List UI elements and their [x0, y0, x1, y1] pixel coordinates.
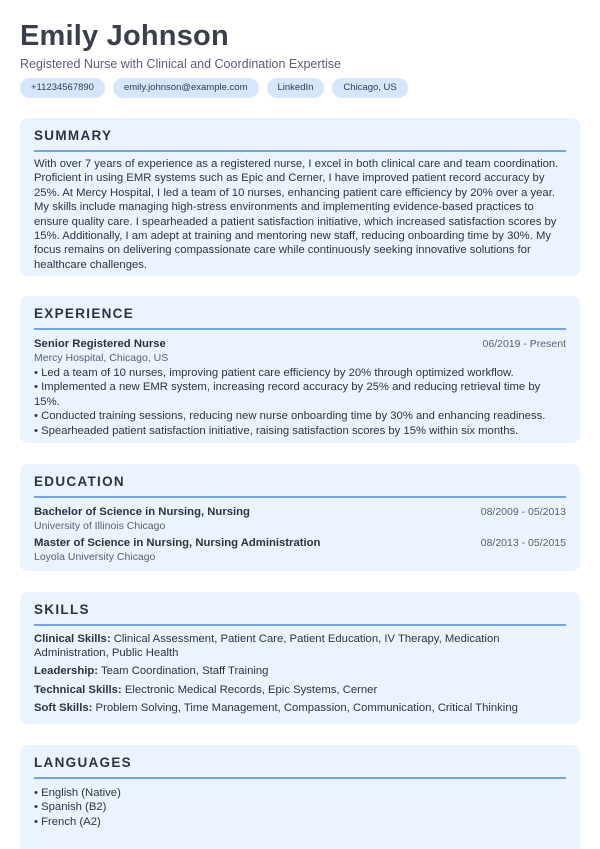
section-title: EXPERIENCE	[34, 296, 566, 330]
list-item: • French (A2)	[34, 815, 566, 829]
job-role: Senior Registered Nurse	[34, 338, 166, 350]
skill-label: Leadership:	[34, 665, 99, 678]
linkedin-pill[interactable]: LinkedIn	[267, 78, 325, 98]
education-entry	[34, 536, 566, 564]
languages-section	[20, 745, 580, 849]
section-divider	[34, 150, 566, 152]
contact-bar	[20, 78, 408, 98]
location-pill: Chicago, US	[332, 78, 407, 98]
skill-line	[34, 701, 566, 715]
section-title: LANGUAGES	[34, 745, 566, 779]
skill-value: Clinical Assessment, Patient Care, Patient Education, IV Therapy, Medication Administration, Public Health	[34, 633, 500, 660]
phone-pill[interactable]: +11234567890	[20, 78, 105, 98]
summary-text: With over 7 years of experience as a registered nurse, I excel in both clinical care and team coordination. Proficient in using EMR systems such as Epic and Cerner, I have improved patient record accuracy by 25%. At Mercy Hospital, I led a team of 10 nurses, enhancing patient care efficiency by 20% over a year. My skills include managing high-stress environments and implementing evidence-based practices to ensure quality care. I spearheaded a patient satisfaction initiative, which increased satisfaction scores by 15%. Additionally, I am adept at training and mentoring new staff, reducing onboarding time by 30%. My focus remains on delivering compassionate care while continuously seeking innovative solutions for healthcare challenges.	[34, 158, 559, 271]
section-title: SUMMARY	[34, 128, 113, 143]
section-title: EDUCATION	[34, 464, 566, 498]
list-item: • Implemented a new EMR system, increasing record accuracy by 25% and reducing retrieval time by 15%.	[34, 380, 566, 409]
skill-value: Problem Solving, Time Management, Compassion, Communication, Critical Thinking	[95, 701, 518, 714]
degree-title: Bachelor of Science in Nursing, Nursing	[34, 506, 250, 518]
headline: Registered Nurse with Clinical and Coordination Expertise	[20, 57, 341, 71]
job-dates: 06/2019 - Present	[482, 338, 566, 350]
skill-label: Soft Skills:	[34, 701, 93, 714]
degree-dates: 08/2013 - 05/2015	[480, 537, 566, 549]
skills-section	[20, 592, 580, 724]
list-item: • Conducted training sessions, reducing new nurse onboarding time by 30% and enhancing readiness.	[34, 409, 566, 423]
degree-title: Master of Science in Nursing, Nursing Administration	[34, 537, 321, 549]
skill-line	[34, 683, 566, 697]
job-bullets	[34, 366, 566, 438]
job-entry	[34, 337, 566, 438]
summary-section	[20, 118, 580, 276]
degree-dates: 08/2009 - 05/2013	[480, 506, 566, 518]
list-item: • English (Native)	[34, 786, 566, 800]
email-pill[interactable]: emily.johnson@example.com	[113, 78, 259, 98]
language-list	[34, 786, 566, 829]
list-item: • Spanish (B2)	[34, 800, 566, 814]
skill-label: Clinical Skills:	[34, 633, 111, 645]
school-name: Loyola University Chicago	[34, 551, 156, 563]
list-item: • Led a team of 10 nurses, improving patient care efficiency by 20% through optimized workflow.	[34, 366, 566, 380]
skill-label: Technical Skills:	[34, 683, 122, 696]
skill-value: Electronic Medical Records, Epic Systems, Cerner	[124, 683, 378, 696]
experience-section	[20, 296, 580, 443]
education-entry	[34, 505, 566, 533]
education-section	[20, 464, 580, 571]
skill-line	[34, 632, 566, 660]
skill-value: Team Coordination, Staff Training	[100, 665, 269, 678]
candidate-name: Emily Johnson	[20, 20, 229, 52]
skill-line	[34, 664, 566, 678]
list-item: • Spearheaded patient satisfaction initiative, raising satisfaction scores by 15% within six months.	[34, 424, 566, 438]
school-name: University of Illinois Chicago	[34, 520, 166, 532]
section-title: SKILLS	[34, 592, 566, 626]
job-org: Mercy Hospital, Chicago, US	[34, 352, 169, 364]
